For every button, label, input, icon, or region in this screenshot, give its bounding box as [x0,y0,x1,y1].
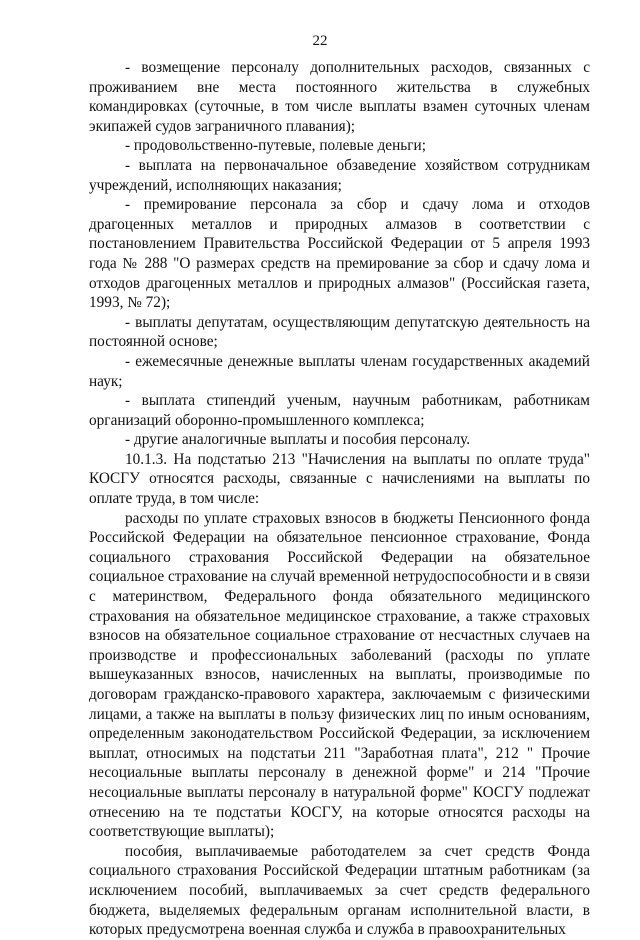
paragraph-travel-expenses: - возмещение персоналу дополнительных расходов, связанных с проживанием вне места постоянного жительства в служебных командировках (суточные, в том числе выплаты взамен суточных членам экипажей судов заграничного плавания); [89,59,590,135]
paragraph-field-money: - продовольственно-путевые, полевые деньги; [125,137,426,155]
paragraph-academies: - ежемесячные денежные выплаты членам государственных академий наук; [89,352,590,390]
paragraph-precious-metals-bonus: - премирование персонала за сбор и сдачу лома и отходов драгоценных металлов и природных алмазов в соответствии с постановлением Правительства Российской Федерации от 5 апреля 1993 года № 288 "О размерах средств на премирование за сбор и сдачу лома и отходов драгоценных металлов и природных алмазов" (Российская газета, 1993, № 72); [89,196,590,312]
paragraph-section-10-1-3: 10.1.3. На подстатью 213 "Начисления на выплаты по оплате труда" КОСГУ относятся расходы, связанные с начислениями на выплаты по оплате труда, в том числе: [89,450,590,508]
paragraph-other-payments: - другие аналогичные выплаты и пособия персоналу. [125,431,471,449]
paragraph-stipends: - выплата стипендий ученым, научным работникам, работникам организаций оборонно-промышленного комплекса; [89,392,590,429]
paragraph-insurance-contributions: расходы по уплате страховых взносов в бюджеты Пенсионного фонда Российской Федерации на обязательное пенсионное страхование, Фонда социального страхования Российской Федерации на обязательное социальное страхование на случай временной нетрудоспособности и в связи с материнством, Федерального фонда обязательного медицинского страхования на обязательное медицинское страхование, а также страховых взносов на обязательное социальное страхование от несчастных случаев на производстве и профессиональных заболеваний (расходы по уплате вышеуказанных взносов, начисленных на выплаты, производимые по договорам гражданско-правового характера, заключаемым с физическими лицами, а также на выплаты в пользу физических лиц по иным основаниям, определенным законодательством Российской Федерации, за исключением выплат, относимых на подстатьи 211 "Заработная плата", 212 " Прочие несоциальные выплаты персоналу в денежной форме" и 214 "Прочие несоциальные выплаты персоналу в натуральной форме" КОСГУ подлежат отнесению на те подстатьи КОСГУ, на которые относятся расходы на соответствующие выплаты); [89,509,590,841]
paragraph-benefits: пособия, выплачиваемые работодателем за счет средств Фонда социального страхования Российской Федерации штатным работникам (за исключением пособий, выплачиваемых за счет средств федерального бюджета, выделяемых федеральным органам исполнительной власти, в которых предусмотрена военная служба и служба в правоохранительных [89,842,590,939]
document-body [89,58,590,940]
paragraph-initial-household: - выплата на первоначальное обзаведение хозяйством сотрудникам учреждений, исполняющих наказания; [89,156,590,194]
paragraph-deputies: - выплаты депутатам, осуществляющим депутатскую деятельность на постоянной основе; [89,313,590,351]
page-number: 22 [312,33,328,49]
